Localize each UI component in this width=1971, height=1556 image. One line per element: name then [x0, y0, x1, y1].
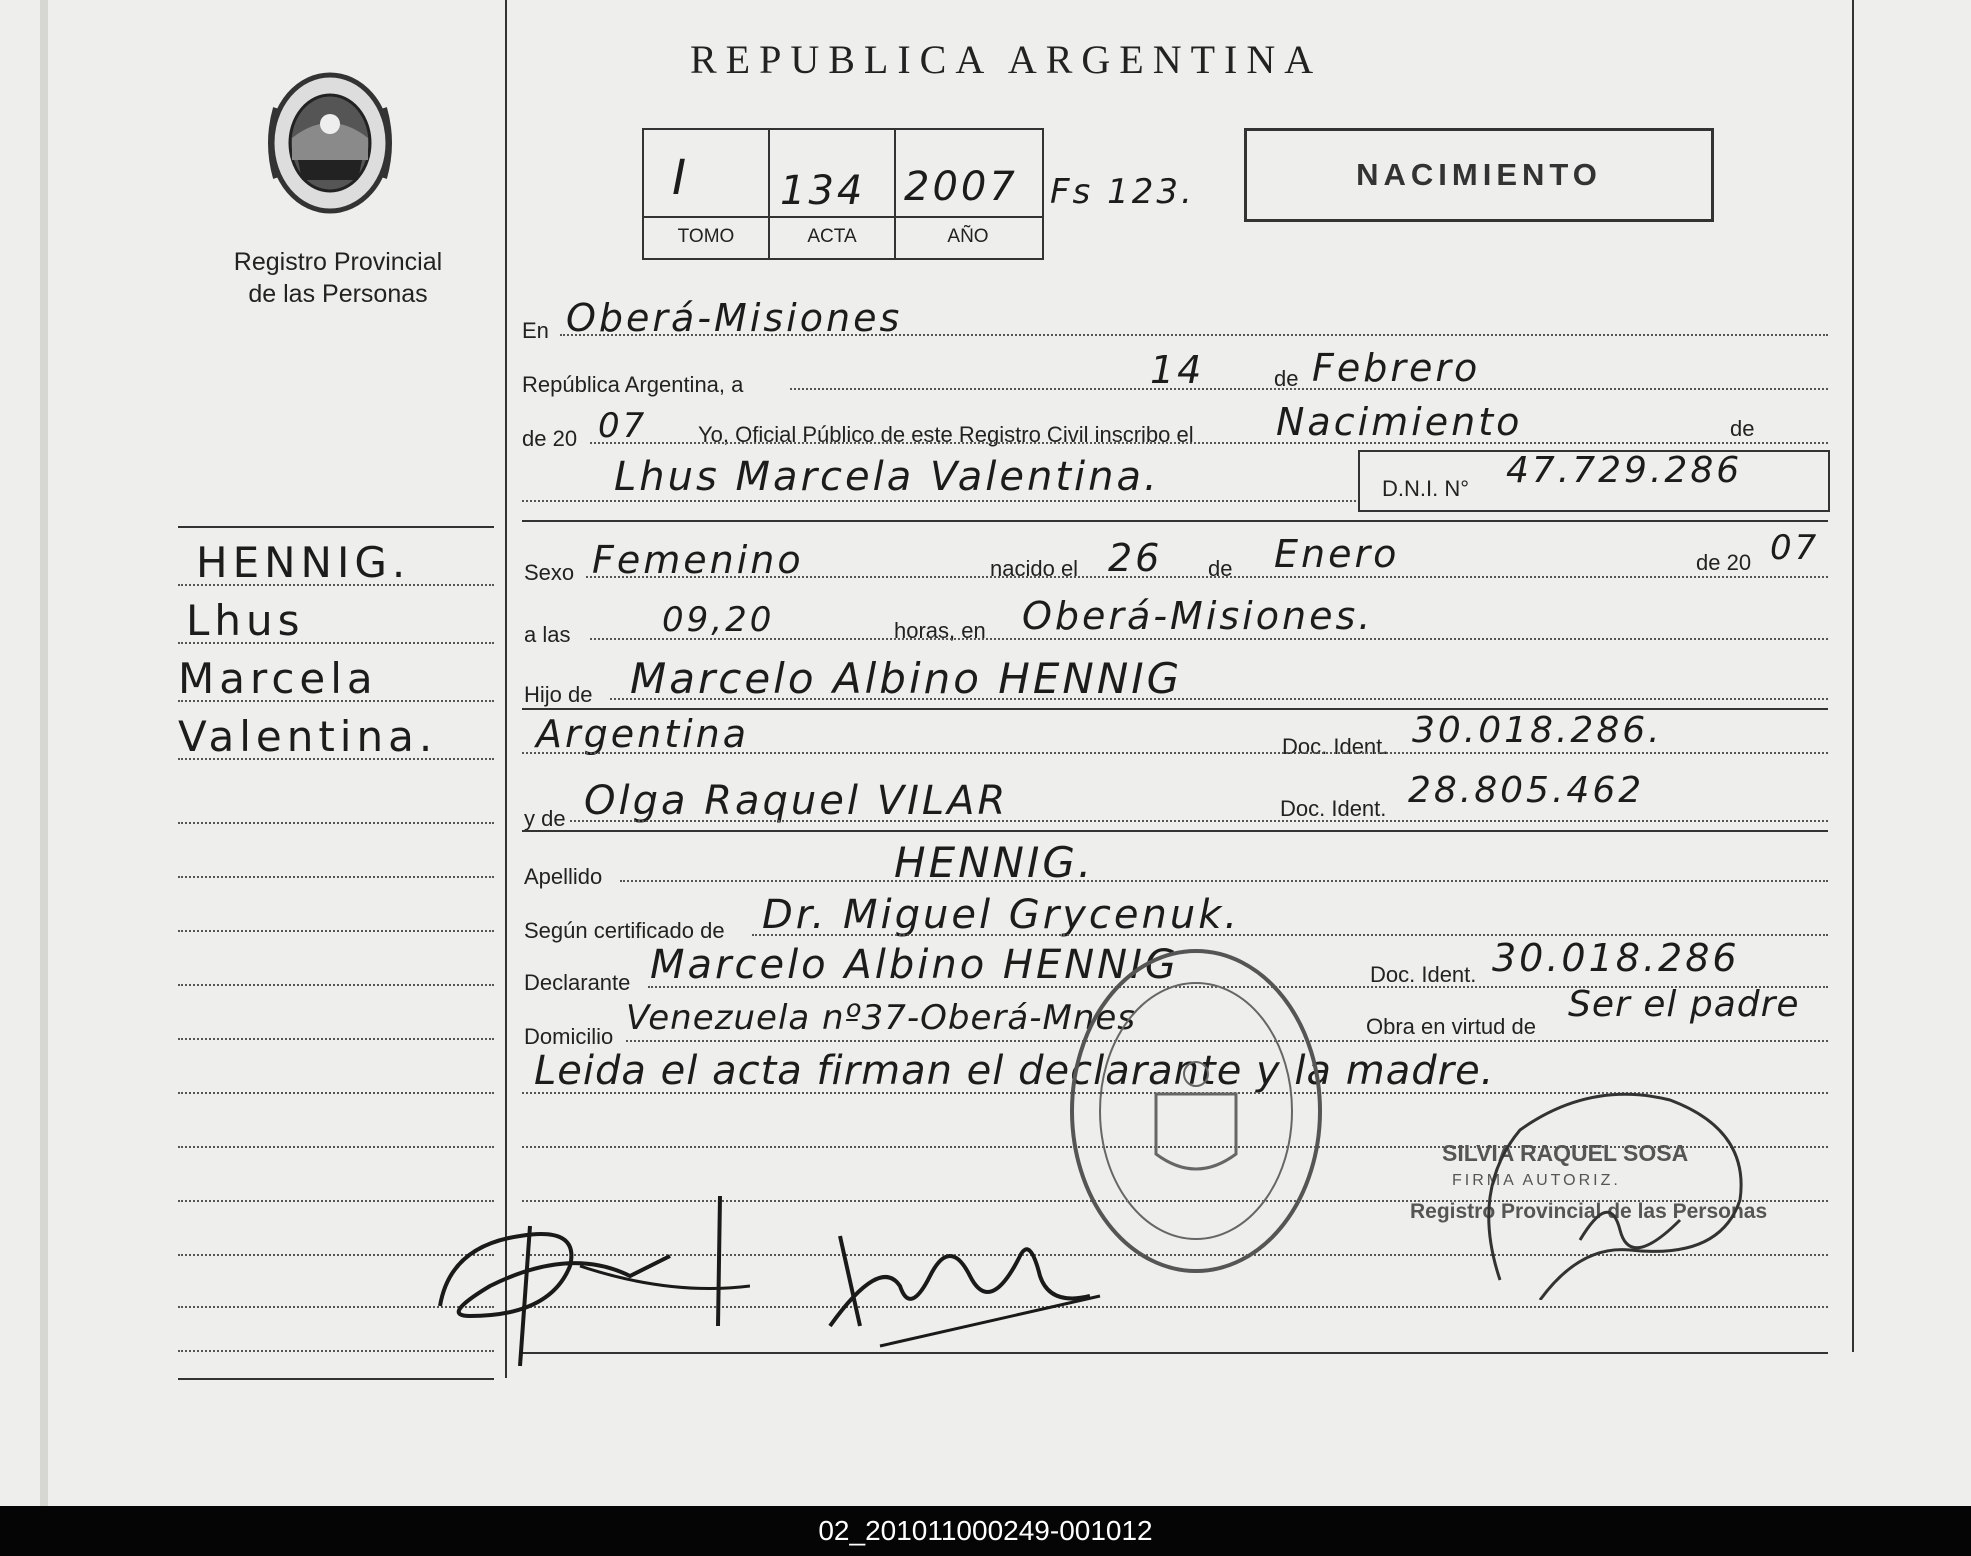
column-divider [505, 0, 507, 1378]
official-signature [1460, 1070, 1760, 1300]
margin-name-1: Lhus [186, 596, 305, 645]
hijo-label: Hijo de [524, 682, 593, 707]
apellido-rule [620, 880, 1828, 882]
dni-value: 47.729.286 [1506, 450, 1743, 491]
father-nationality-value: Argentina [536, 712, 750, 756]
sidebar-bottom-rule [178, 1378, 494, 1380]
sidebar-rule [178, 984, 494, 986]
declarante-value: Marcelo Albino HENNIG [650, 942, 1179, 988]
father-rule [610, 698, 1828, 700]
official-role: FIRMA AUTORIZ. [1452, 1172, 1621, 1189]
apellido-value: HENNIG. [894, 838, 1095, 887]
sexo-rule [586, 576, 1828, 578]
sidebar-top-rule [178, 526, 494, 528]
acta-label: ACTA [807, 226, 857, 247]
image-code-bar [0, 1506, 1971, 1556]
yde-label: y de [524, 806, 566, 831]
registry-name-line2: de las Personas [248, 280, 428, 308]
obra-label: Obra en virtud de [1366, 1014, 1536, 1039]
father-doc-value: 30.018.286. [1412, 710, 1663, 751]
mother-doc-value: 28.805.462 [1408, 770, 1645, 811]
declarante-label: Declarante [524, 970, 631, 995]
name-rule [522, 500, 1356, 502]
doc-ident-label-3: Doc. Ident. [1370, 962, 1477, 987]
domicilio-label: Domicilio [524, 1024, 614, 1049]
declarant-signature [430, 1186, 750, 1376]
de20-label-2: de 20 [1696, 550, 1752, 575]
sidebar-rule [178, 1146, 494, 1148]
country-title: REPUBLICA ARGENTINA [690, 37, 1323, 82]
declarante-doc-value: 30.018.286 [1492, 936, 1740, 980]
margin-name-3: Valentina. [178, 712, 438, 761]
de-label-3: de [1208, 556, 1233, 581]
segun-label: Según certificado de [524, 918, 725, 943]
horas-label: horas, en [894, 618, 986, 643]
sidebar-rule [178, 876, 494, 878]
acta-value: 134 [780, 168, 866, 214]
official-rule [590, 442, 1828, 444]
day-value: 14 [1150, 348, 1205, 392]
folio-note: Fs 123. [1050, 172, 1195, 212]
birth-month-value: Enero [1274, 532, 1400, 576]
obra-value: Ser el padre [1568, 984, 1800, 1025]
birth-year-value: 07 [1770, 528, 1820, 568]
de-label-2: de [1730, 416, 1755, 441]
image-code: 02_201011000249-001012 [818, 1515, 1153, 1546]
domicilio-value: Venezuela nº37-Oberá-Mnes [626, 998, 1137, 1038]
birth-time-value: 09,20 [662, 600, 775, 640]
record-type-box: NACIMIENTO [1244, 128, 1714, 222]
sidebar-rule [178, 930, 494, 932]
mother-value: Olga Raquel VILAR [584, 778, 1009, 824]
ano-label: AÑO [947, 226, 989, 247]
place-value: Oberá-Misiones [566, 296, 903, 340]
registered-name: Lhus Marcela Valentina. [614, 454, 1160, 500]
mother-rule [570, 820, 1828, 822]
month-value: Febrero [1312, 346, 1481, 390]
apellido-label: Apellido [524, 864, 603, 889]
record-caption-rule [642, 216, 1042, 218]
date-rule [790, 388, 1828, 390]
nacido-label: nacido el [990, 556, 1079, 581]
year-value: 07 [598, 406, 648, 446]
tomo-value: I [672, 150, 690, 206]
de-label: de [1274, 366, 1299, 391]
dni-label: D.N.I. N° [1382, 476, 1470, 501]
birth-place-value: Oberá-Misiones. [1022, 594, 1374, 638]
father-value: Marcelo Albino HENNIG [630, 654, 1183, 703]
official-name: SILVIA RAQUEL SOSA [1442, 1140, 1689, 1166]
sexo-value: Femenino [592, 538, 804, 582]
act-value: Nacimiento [1276, 400, 1523, 444]
tomo-label: TOMO [677, 226, 735, 247]
sidebar-rule [178, 1038, 494, 1040]
alas-label: a las [524, 622, 571, 647]
mother-signature [820, 1196, 1110, 1356]
official-text: Yo, Oficial Público de este Registro Civil inscribo el [698, 422, 1194, 447]
time-rule [590, 638, 1828, 640]
de20-label: de 20 [522, 426, 578, 451]
sidebar-rule [178, 1092, 494, 1094]
margin-name-2: Marcela [178, 654, 378, 703]
registry-name-line1: Registro Provincial [233, 248, 443, 276]
registry-name [188, 246, 488, 310]
binding-spine [40, 0, 48, 1506]
margin-surname: HENNIG. [196, 538, 411, 587]
place-rule [560, 334, 1828, 336]
official-registry: Registro Provincial de las Personas [1410, 1200, 1768, 1223]
doctor-value: Dr. Miguel Grycenuk. [762, 892, 1241, 938]
birth-day-value: 26 [1108, 536, 1163, 580]
mother-rule-solid [522, 830, 1828, 832]
en-label: En [522, 318, 549, 343]
right-border [1852, 0, 1854, 1352]
section-rule [522, 520, 1828, 522]
sexo-label: Sexo [524, 560, 575, 585]
sidebar-rule [178, 822, 494, 824]
father-doc-rule [522, 752, 1828, 754]
provincial-seal-icon [262, 68, 398, 218]
republica-label: República Argentina, a [522, 372, 744, 397]
closing-text: Leida el acta firman el declarante y la madre. [534, 1048, 1495, 1094]
doc-ident-label-1: Doc. Ident. [1282, 734, 1389, 759]
doc-ident-label-2: Doc. Ident. [1280, 796, 1387, 821]
ano-value: 2007 [904, 164, 1018, 210]
